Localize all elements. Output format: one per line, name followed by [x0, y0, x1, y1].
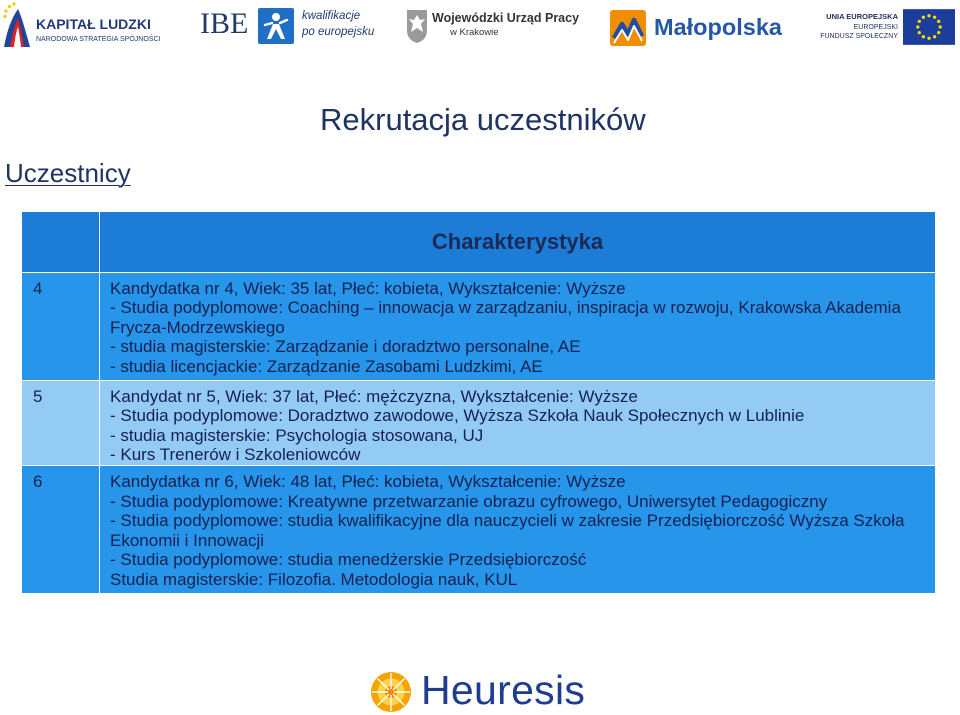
row-line: - Studia podyplomowe: Doradztwo zawodowe, Wyższa Szkoła Nauk Społecznych w Lublinie: [110, 406, 805, 425]
row-number: 4: [22, 273, 100, 380]
table-header-row: [22, 212, 935, 272]
row-line: Kandydat nr 5, Wiek: 37 lat, Płeć: mężczyzna, Wykształcenie: Wyższe: [110, 386, 638, 406]
row-number: 6: [22, 466, 100, 593]
heuresis-logo-text: Heuresis: [421, 667, 586, 713]
wup-line1: Wojewódzki Urząd Pracy: [432, 11, 580, 25]
row-line: - Studia podyplomowe: studia kwalifikacyjne dla nauczycieli w zakresie Przedsiębiorczość Wyższa Szkoła: [110, 511, 905, 530]
table-row: [22, 380, 935, 465]
malopolska-logo-text: Małopolska: [654, 14, 782, 40]
row-description: [100, 381, 935, 465]
row-line: - Studia podyplomowe: Kreatywne przetwarzanie obrazu cyfrowego, Uniwersytet Pedagogiczny: [110, 491, 828, 511]
wup-emblem-icon: [405, 8, 429, 44]
heuresis-sun-icon: [369, 670, 413, 714]
kwalifikacje-line1: kwalifikacje: [302, 10, 361, 22]
section-heading: Uczestnicy: [5, 158, 131, 188]
malopolska-logo-icon: [610, 10, 646, 46]
ue-line1: UNIA EUROPEJSKA: [826, 12, 898, 21]
ue-line2: EUROPEJSKI: [853, 24, 898, 31]
eu-flag-icon: [903, 9, 955, 45]
header-cell-characteristics: Charakterystyka: [431, 229, 604, 254]
row-line: - Studia podyplomowe: studia menedżerskie Przedsiębiorczość: [110, 550, 587, 569]
kapital-ludzki-subtitle: NARODOWA STRATEGIA SPÓJNOŚCI: [36, 36, 161, 43]
kwalifikacje-line2: po europejsku: [302, 26, 375, 38]
kapital-ludzki-title: KAPITAŁ LUDZKI: [36, 16, 151, 32]
table-row: [22, 465, 935, 593]
row-line: Frycza-Modrzewskiego: [110, 317, 285, 337]
wup-line2: w Krakowie: [450, 27, 499, 38]
kwalifikacje-logo-icon: [258, 8, 294, 44]
row-line: - studia licencjackie: Zarządzanie Zasobami Ludzkimi, AE: [110, 356, 543, 376]
row-line: Kandydatka nr 4, Wiek: 35 lat, Płeć: kobieta, Wykształcenie: Wyższe: [110, 278, 626, 298]
row-line: - studia magisterskie: Psychologia stosowana, UJ: [110, 425, 484, 445]
slide-title: Rekrutacja uczestników: [320, 102, 646, 137]
header-cell-empty: [22, 212, 100, 272]
ue-line3: FUNDUSZ SPOŁECZNY: [820, 33, 898, 40]
ibe-logo: IBE: [200, 7, 249, 40]
row-line: - Studia podyplomowe: Coaching – innowacja w zarządzaniu, inspiracja w rozwoju, Krakowska Akademia: [110, 298, 901, 317]
candidates-table: [22, 212, 935, 593]
row-description: [100, 273, 935, 380]
row-description: [100, 466, 935, 593]
row-line: Studia magisterskie: Filozofia. Metodologia nauk, KUL: [110, 569, 518, 589]
table-row: [22, 272, 935, 380]
row-line: Ekonomii i Innowacji: [110, 530, 265, 550]
row-line: - Kurs Trenerów i Szkoleniowców: [110, 445, 361, 464]
row-number: 5: [22, 381, 100, 465]
kapital-ludzki-logo-icon: [1, 1, 33, 49]
row-line: - studia magisterskie: Zarządzanie i doradztwo personalne, AE: [110, 337, 581, 356]
row-line: Kandydatka nr 6, Wiek: 48 lat, Płeć: kobieta, Wykształcenie: Wyższe: [110, 472, 626, 491]
